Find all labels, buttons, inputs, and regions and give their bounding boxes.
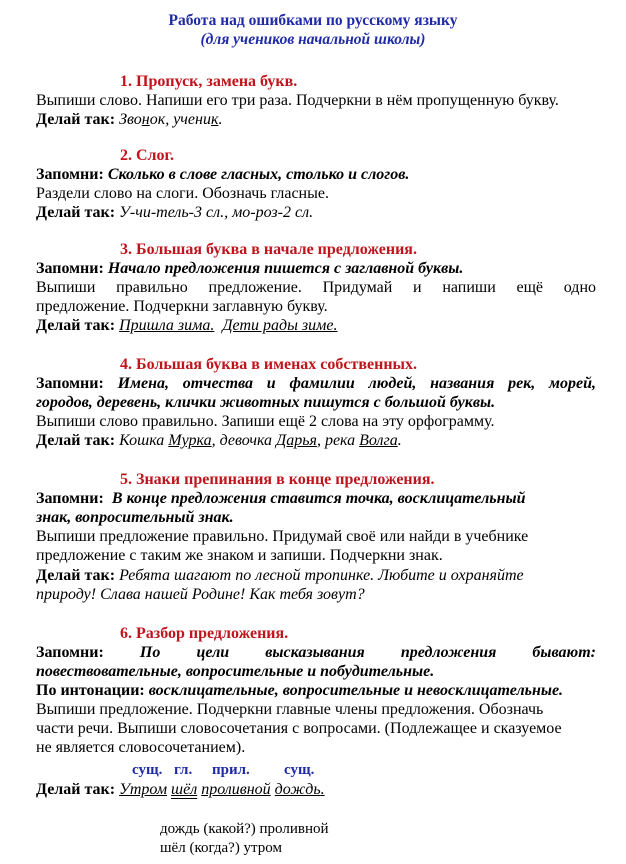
rule-text: Начало предложения пишется с заглавной буквы. — [107, 260, 464, 277]
section-3-task-line-2: предложение. Подчеркни заглавную букву. — [36, 298, 328, 315]
section-1-task: Выпиши слово. Напиши его три раза. Подчеркни в нём пропущенную букву. — [36, 92, 559, 109]
adverbial-word: Утром — [119, 781, 168, 798]
page-subtitle: (для учеников начальной школы) — [200, 31, 426, 48]
parts-of-speech-labels — [132, 761, 314, 779]
pos-label: прил. — [212, 762, 250, 778]
attribute-word: проливной — [201, 781, 271, 798]
section-5-example-line-1 — [36, 566, 596, 585]
do-this-label: Делай так: — [36, 432, 116, 449]
do-this-label: Делай так: — [36, 781, 116, 798]
pos-label: сущ. — [132, 762, 163, 778]
section-6-task-line-1: Выпиши предложение. Подчеркни главные члены предложения. Обозначь — [36, 701, 544, 718]
do-this-label: Делай так: — [36, 567, 116, 584]
do-this-label: Делай так: — [36, 317, 116, 334]
remember-label: Запомни: — [36, 490, 104, 507]
predicate-word: шёл — [171, 781, 198, 798]
pos-label: гл. — [174, 762, 193, 778]
example-text: Ребята шагают по лесной тропинке. Любите и охраняйте — [119, 567, 524, 584]
page-title: Работа над ошибками по русскому языку — [168, 12, 458, 29]
proper-noun: Волга — [359, 432, 398, 449]
rule-text: Сколько в слове гласных, столько и слогов. — [107, 166, 410, 183]
proper-noun: Мурка — [168, 432, 212, 449]
section-2-task: Раздели слово на слоги. Обозначь гласные. — [36, 185, 329, 202]
example-sentence: Дети рады зиме. — [222, 317, 338, 334]
section-5-heading: 5. Знаки препинания в конце предложения. — [120, 471, 435, 488]
section-5-rule-line-1 — [36, 489, 596, 508]
section-1-heading: 1. Пропуск, замена букв. — [120, 73, 298, 90]
example-text: У-чи-тель-3 сл., мо-роз-2 сл. — [119, 204, 314, 221]
example-text: Звонок, ученик. — [119, 111, 223, 128]
example-text: Утром шёл проливной дождь. — [119, 781, 325, 798]
section-2-heading: 2. Слог. — [120, 147, 174, 164]
section-6-rule-line-1 — [36, 643, 596, 662]
section-4-task: Выпиши слово правильно. Запиши ещё 2 слова на эту орфограмму. — [36, 413, 495, 430]
section-6-intonation — [36, 681, 596, 700]
section-1-example — [36, 110, 596, 129]
section-5-rule-line-2: знак, вопросительный знак. — [36, 509, 234, 526]
subject-word: дождь — [274, 781, 321, 798]
section-6-task-line-3: не является словосочетанием). — [36, 739, 246, 756]
section-5-task-line-2: предложение с таким же знаком и запиши. Подчеркни знак. — [36, 547, 443, 564]
section-3-task-line-1: Выпиши правильно предложение. Придумай и напиши ещё одно — [36, 279, 596, 296]
proper-noun: Дарья — [276, 432, 317, 449]
rule-text: Имена, отчества и фамилии людей, названия рек, морей, — [117, 375, 596, 392]
section-3-example — [36, 316, 596, 335]
remember-label: Запомни: — [36, 260, 104, 277]
phrase-2: шёл (когда?) утром — [160, 840, 283, 856]
rule-text: По цели высказывания предложения бывают: — [139, 644, 597, 661]
section-3-rule — [36, 259, 596, 278]
section-3-heading: 3. Большая буква в начале предложения. — [120, 241, 417, 258]
underlined-letter: н — [141, 111, 150, 128]
do-this-label: Делай так: — [36, 111, 116, 128]
intonation-text: восклицательные, вопросительные и невосклицательные. — [148, 682, 564, 699]
example-sentence: Пришла зима. — [119, 317, 215, 334]
do-this-label: Делай так: — [36, 204, 116, 221]
remember-label: Запомни: — [36, 644, 104, 661]
section-2-example — [36, 203, 596, 222]
section-4-heading: 4. Большая буква в именах собственных. — [120, 356, 418, 373]
section-6-heading: 6. Разбор предложения. — [120, 625, 289, 642]
section-6-task-line-2: части речи. Выпиши словосочетания с вопросами. (Подлежащее и сказуемое — [36, 720, 562, 737]
section-2-rule — [36, 165, 596, 184]
section-6-rule-line-2: повествовательные, вопросительные и побудительные. — [36, 663, 435, 680]
underlined-letter: к — [210, 111, 219, 128]
remember-label: Запомни: — [36, 375, 104, 392]
intonation-label: По интонации: — [36, 682, 145, 699]
section-5-task-line-1: Выпиши предложение правильно. Придумай своё или найди в учебнике — [36, 528, 529, 545]
phrase-1: дождь (какой?) проливной — [160, 821, 329, 837]
section-4-rule-line-2: городов, деревень, клички животных пишутся с большой буквы. — [36, 394, 496, 411]
example-text: Кошка Мурка, девочка Дарья, река Волга. — [119, 432, 402, 449]
remember-label: Запомни: — [36, 166, 104, 183]
section-4-example — [36, 431, 596, 450]
section-4-rule-line-1 — [36, 374, 596, 393]
section-5-example-line-2: природу! Слава нашей Родине! Как тебя зовут? — [36, 586, 365, 603]
rule-text: В конце предложения ставится точка, восклицательный — [111, 490, 526, 507]
section-6-example — [36, 780, 596, 799]
pos-label: сущ. — [284, 762, 315, 778]
